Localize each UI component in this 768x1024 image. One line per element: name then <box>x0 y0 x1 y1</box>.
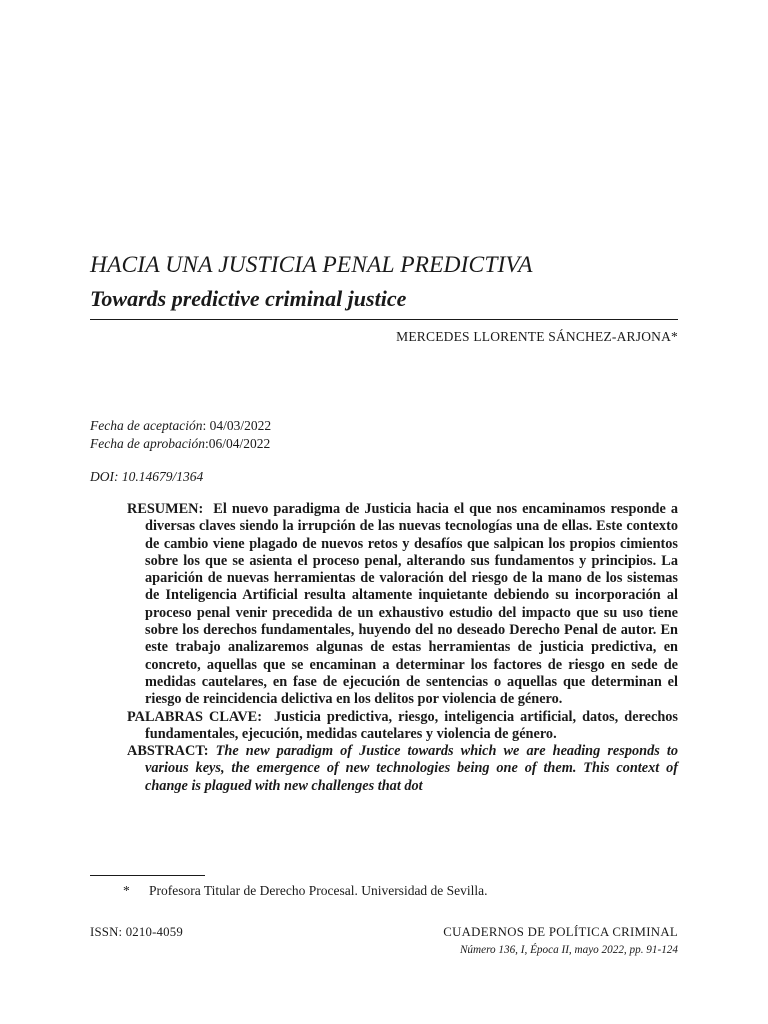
footnote-mark: * <box>123 883 130 898</box>
acceptance-date-label: Fecha de aceptación <box>90 418 203 433</box>
keywords-text: Justicia predictiva, riesgo, inteligencia artificial, datos, derechos fundamentales, ejecución, medidas cautelares y violencia de género. <box>145 708 678 742</box>
acceptance-date-value: : 04/03/2022 <box>202 418 272 433</box>
article-title-english: Towards predictive criminal justice <box>90 286 407 311</box>
abstract-section <box>127 501 678 795</box>
author-name: MERCEDES LLORENTE SÁNCHEZ-ARJONA* <box>396 329 678 344</box>
approval-date-label: Fecha de aprobación <box>90 436 205 451</box>
abstract-text: The new paradigm of Justice towards which we are heading responds to various keys, the emergence of new technologies being one of them. This context of change is plagued with new challenges that dot <box>145 743 678 794</box>
issn: ISSN: 0210-4059 <box>90 925 183 939</box>
issue-info: Número 136, I, Época II, mayo 2022, pp. 91-124 <box>459 944 678 956</box>
title-divider <box>90 319 678 320</box>
footnote <box>123 883 488 899</box>
acceptance-date <box>90 418 271 434</box>
footnote-text: Profesora Titular de Derecho Procesal. Universidad de Sevilla. <box>149 883 488 898</box>
approval-date <box>90 436 270 452</box>
keywords-paragraph <box>127 709 678 744</box>
resumen-text: El nuevo paradigma de Justicia hacia el que nos encaminamos responde a diversas claves siendo la irrupción de las nuevas tecnologías una de ellas. Este contexto de cambio viene plagado de nuevos retos y desafíos que salpican los propios cimientos sobre los que se asienta el proceso penal, alterando sus fundamentos y principios. La aparición de nuevas herramientas de valoración del riesgo de la mano de los sistemas de Inteligencia Artificial resulta altamente inquietante debiendo su incorporación al proceso penal venir precedida de un exhaustivo estudio del impacto que su uso tiene sobre los derechos fundamentales, huyendo del no deseado Derecho Penal de autor. En este trabajo analizaremos algunas de estas herramientas de justicia predictiva, en concreto, aquellas que se encaminan a determinar los factores de riesgo en sede de medidas cautelares, en fase de ejecución de sentencias o aquellas que determinan el riesgo de reincidencia delictiva en los delitos por violencia de género. <box>145 501 679 708</box>
journal-name: CUADERNOS DE POLÍTICA CRIMINAL <box>443 925 678 939</box>
article-title-spanish: HACIA UNA JUSTICIA PENAL PREDICTIVA <box>90 252 533 278</box>
keywords-label: PALABRAS CLAVE: <box>127 708 262 725</box>
resumen-paragraph <box>127 501 678 709</box>
resumen-label: RESUMEN: <box>127 501 204 517</box>
approval-date-value: :06/04/2022 <box>204 436 271 451</box>
abstract-label: ABSTRACT: <box>127 743 209 760</box>
doi: DOI: 10.14679/1364 <box>90 469 204 484</box>
footnote-divider <box>90 875 205 876</box>
abstract-paragraph <box>127 743 678 795</box>
